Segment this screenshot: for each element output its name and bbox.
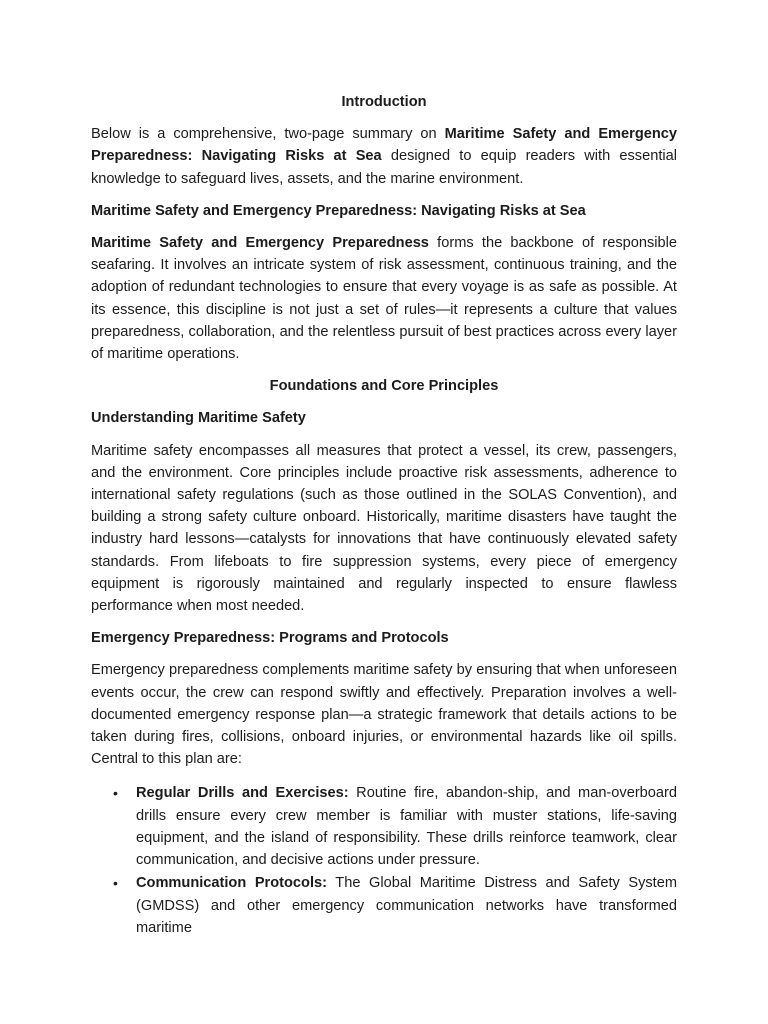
overview-text: forms the backbone of responsible seafaring. It involves an intricate system of risk assessment, continuous training, and the adoption of redundant technologies to ensure that every voyage is as safe as possible. At its essence, this discipline is not just a set of rules—it represents a culture that values preparedness, collaboration, and the relentless pursuit of best practices across every layer of maritime operations.	[91, 235, 677, 363]
intro-pre: Below is a comprehensive, two-page summary on	[91, 126, 445, 143]
intro-post: designed to equip readers with essential knowledge to safeguard lives, assets, and the marine environment.	[91, 148, 677, 187]
intro-paragraph	[91, 123, 677, 190]
bullet-text: The Global Maritime Distress and Safety System (GMDSS) and other emergency communication networks have transformed maritime	[136, 875, 678, 936]
page-title: Introduction	[341, 94, 427, 110]
understanding-heading: Understanding Maritime Safety	[91, 410, 306, 427]
bullet-list	[91, 782, 677, 938]
foundations-heading: Foundations and Core Principles	[269, 378, 499, 395]
bullet-icon: •	[113, 875, 118, 892]
overview-bold: Maritime Safety and Emergency Preparedness	[91, 235, 429, 252]
bullet-label: Regular Drills and Exercises:	[136, 785, 349, 802]
list-item	[91, 872, 677, 939]
understanding-paragraph: Maritime safety encompasses all measures that protect a vessel, its crew, passengers, and the environment. Core principles include proactive risk assessments, adherence to international safety regulations (such as those outlined in the SOLAS Convention), and building a strong safety culture onboard. Historically, maritime disasters have taught the industry hard lessons—catalysts for innovations that have continuously elevated safety standards. From lifeboats to fire suppression systems, every piece of emergency equipment is rigorously maintained and regularly inspected to ensure flawless performance when most needed.	[91, 442, 677, 615]
section-heading: Maritime Safety and Emergency Preparedness: Navigating Risks at Sea	[91, 202, 586, 219]
intro-bold: Maritime Safety and Emergency Preparedness: Navigating Risks at Sea	[91, 126, 677, 165]
bullet-text: Routine fire, abandon-ship, and man-overboard drills ensure every crew member is familiar with muster stations, life-saving equipment, and the island of responsibility. These drills reinforce teamwork, clear communication, and decisive actions under pressure.	[136, 785, 678, 869]
bullet-icon: •	[113, 785, 118, 802]
emergency-heading: Emergency Preparedness: Programs and Protocols	[91, 630, 449, 647]
overview-paragraph	[91, 232, 677, 365]
bullet-label: Communication Protocols:	[136, 875, 327, 892]
list-item	[91, 782, 677, 871]
emergency-paragraph: Emergency preparedness complements maritime safety by ensuring that when unforeseen events occur, the crew can respond swiftly and effectively. Preparation involves a well-documented emergency response plan—a strategic framework that details actions to be taken during fires, collisions, onboard injuries, or environmental hazards like oil spills. Central to this plan are:	[91, 662, 677, 768]
